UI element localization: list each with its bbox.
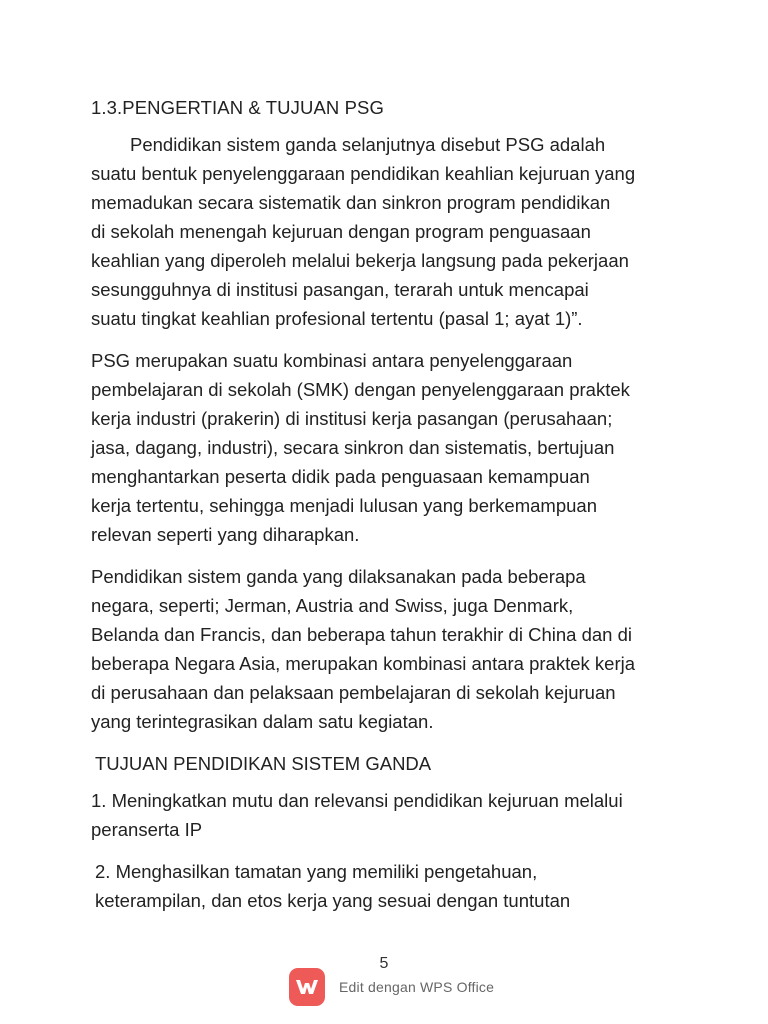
document-body bbox=[91, 93, 711, 928]
list-item-1: 1. Meningkatkan mutu dan relevansi pendidikan kejuruan melalui peranserta IP bbox=[91, 790, 623, 840]
wps-edit-label: Edit dengan WPS Office bbox=[339, 979, 495, 995]
paragraph-psg-combination: PSG merupakan suatu kombinasi antara penyelenggaraan pembelajaran di sekolah (SMK) dengan penyelenggaraan praktek kerja industri (prakerin) di institusi kerja pasangan (perusahaan; jasa, dagang, industri), secara sinkron dan sistematis, bertujuan menghantarkan peserta didik pada penguasaan kemampuan kerja tertentu, sehingga menjadi lulusan yang berkemampuan relevan seperti yang diharapkan. bbox=[91, 350, 630, 545]
section-heading: 1.3.PENGERTIAN & TUJUAN PSG bbox=[91, 97, 384, 118]
paragraph-psg-countries: Pendidikan sistem ganda yang dilaksanakan pada beberapa negara, seperti; Jerman, Austria and Swiss, juga Denmark, Belanda dan Francis, dan beberapa tahun terakhir di China dan di beberapa Negara Asia, merupakan kombinasi antara praktek kerja di perusahaan dan pelaksaan pembelajaran di sekolah kejuruan yang terintegrasikan dalam satu kegiatan. bbox=[91, 566, 636, 732]
list-item-2: 2. Menghasilkan tamatan yang memiliki pengetahuan, keterampilan, dan etos kerja yang sesuai dengan tuntutan bbox=[95, 861, 571, 911]
page-number: 5 bbox=[379, 955, 389, 972]
wps-office-icon bbox=[289, 968, 325, 1006]
section-subheading: TUJUAN PENDIDIKAN SISTEM GANDA bbox=[95, 753, 432, 774]
wps-edit-badge[interactable] bbox=[289, 968, 494, 1006]
paragraph-psg-definition: Pendidikan sistem ganda selanjutnya disebut PSG adalah suatu bentuk penyelenggaraan pendidikan keahlian kejuruan yang memadukan secara sistematik dan sinkron program pendidikan di sekolah menengah kejuruan dengan program penguasaan keahlian yang diperoleh melalui bekerja langsung pada pekerjaan sesungguhnya di institusi pasangan, terarah untuk mencapai suatu tingkat keahlian profesional tertentu (pasal 1; ayat 1)”. bbox=[91, 134, 636, 329]
